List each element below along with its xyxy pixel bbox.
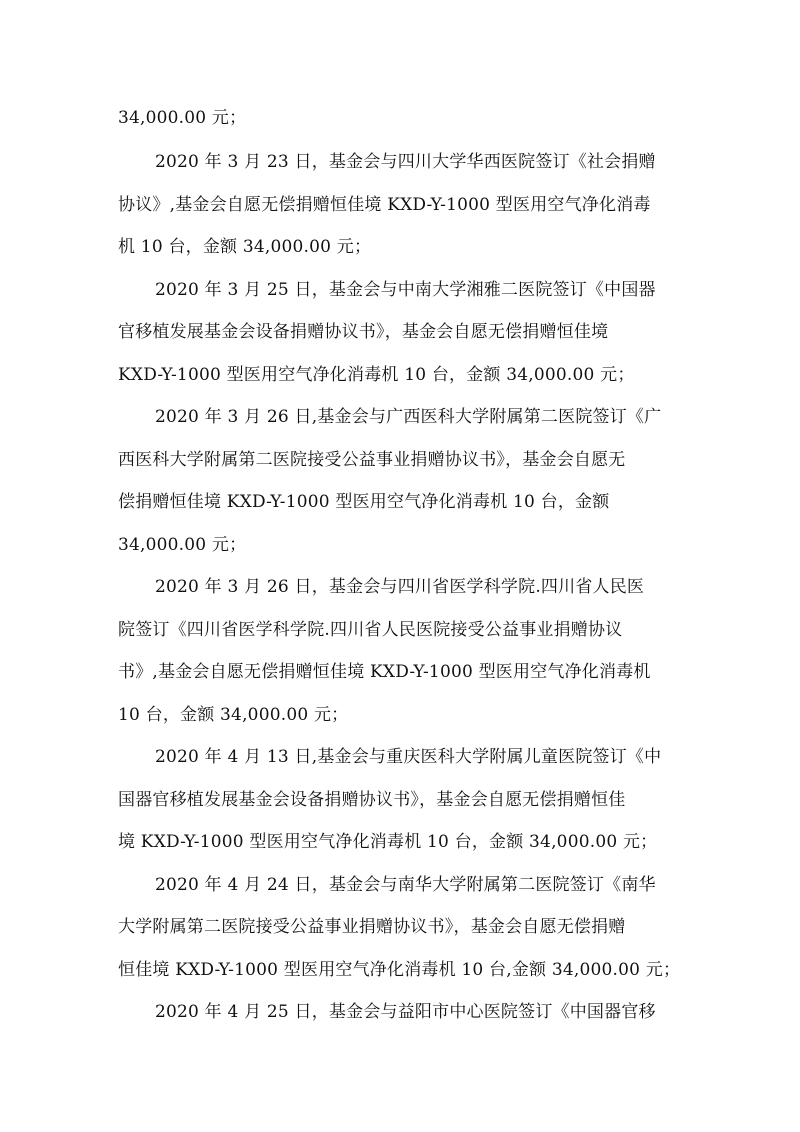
text-line: KXD-Y-1000 型医用空气净化消毒机 10 台，金额 34,000.00 元； [118, 365, 635, 385]
paragraph-first-line: 2020 年 4 月 13 日,基金会与重庆医科大学附属儿童医院签订《中 [155, 747, 662, 767]
text-line: 10 台，金额 34,000.00 元； [118, 705, 349, 725]
paragraph-first-line: 2020 年 3 月 26 日，基金会与四川省医学科学院.四川省人民医 [155, 577, 645, 597]
text-line: 官移植发展基金会设备捐赠协议书》，基金会自愿无偿捐赠恒佳境 [118, 322, 609, 342]
text-line: 34,000.00 元； [118, 535, 247, 555]
paragraph-first-line: 2020 年 3 月 23 日，基金会与四川大学华西医院签订《社会捐赠 [155, 152, 656, 172]
text-line: 境 KXD-Y-1000 型医用空气净化消毒机 10 台，金额 34,000.00 元； [118, 832, 658, 852]
text-line: 国器官移植发展基金会设备捐赠协议书》，基金会自愿无偿捐赠恒佳 [118, 790, 626, 810]
text-line: 书》,基金会自愿无偿捐赠恒佳境 KXD-Y-1000 型医用空气净化消毒机 [118, 662, 651, 682]
paragraph-first-line: 2020 年 4 月 25 日，基金会与益阳市中心医院签订《中国器官移 [155, 1002, 656, 1022]
text-line: 西医科大学附属第二医院接受公益事业捐赠协议书》，基金会自愿无 [118, 450, 626, 470]
text-line: 恒佳境 KXD-Y-1000 型医用空气净化消毒机 10 台,金额 34,000.00 元； [118, 960, 681, 980]
paragraph-first-line: 2020 年 3 月 26 日,基金会与广西医科大学附属第二医院签订《广 [155, 407, 662, 427]
paragraph-first-line: 2020 年 3 月 25 日，基金会与中南大学湘雅二医院签订《中国器 [155, 280, 656, 300]
text-line: 院签订《四川省医学科学院.四川省人民医院接受公益事业捐赠协议 [118, 620, 623, 640]
text-line: 大学附属第二医院接受公益事业捐赠协议书》，基金会自愿无偿捐赠 [118, 917, 626, 937]
text-line: 偿捐赠恒佳境 KXD-Y-1000 型医用空气净化消毒机 10 台，金额 [118, 492, 610, 512]
paragraph-first-line: 2020 年 4 月 24 日，基金会与南华大学附属第二医院签订《南华 [155, 875, 656, 895]
text-line: 34,000.00 元； [118, 108, 247, 128]
text-line: 机 10 台，金额 34,000.00 元； [118, 237, 372, 257]
text-line: 协议》,基金会自愿无偿捐赠恒佳境 KXD-Y-1000 型医用空气净化消毒 [118, 195, 651, 215]
